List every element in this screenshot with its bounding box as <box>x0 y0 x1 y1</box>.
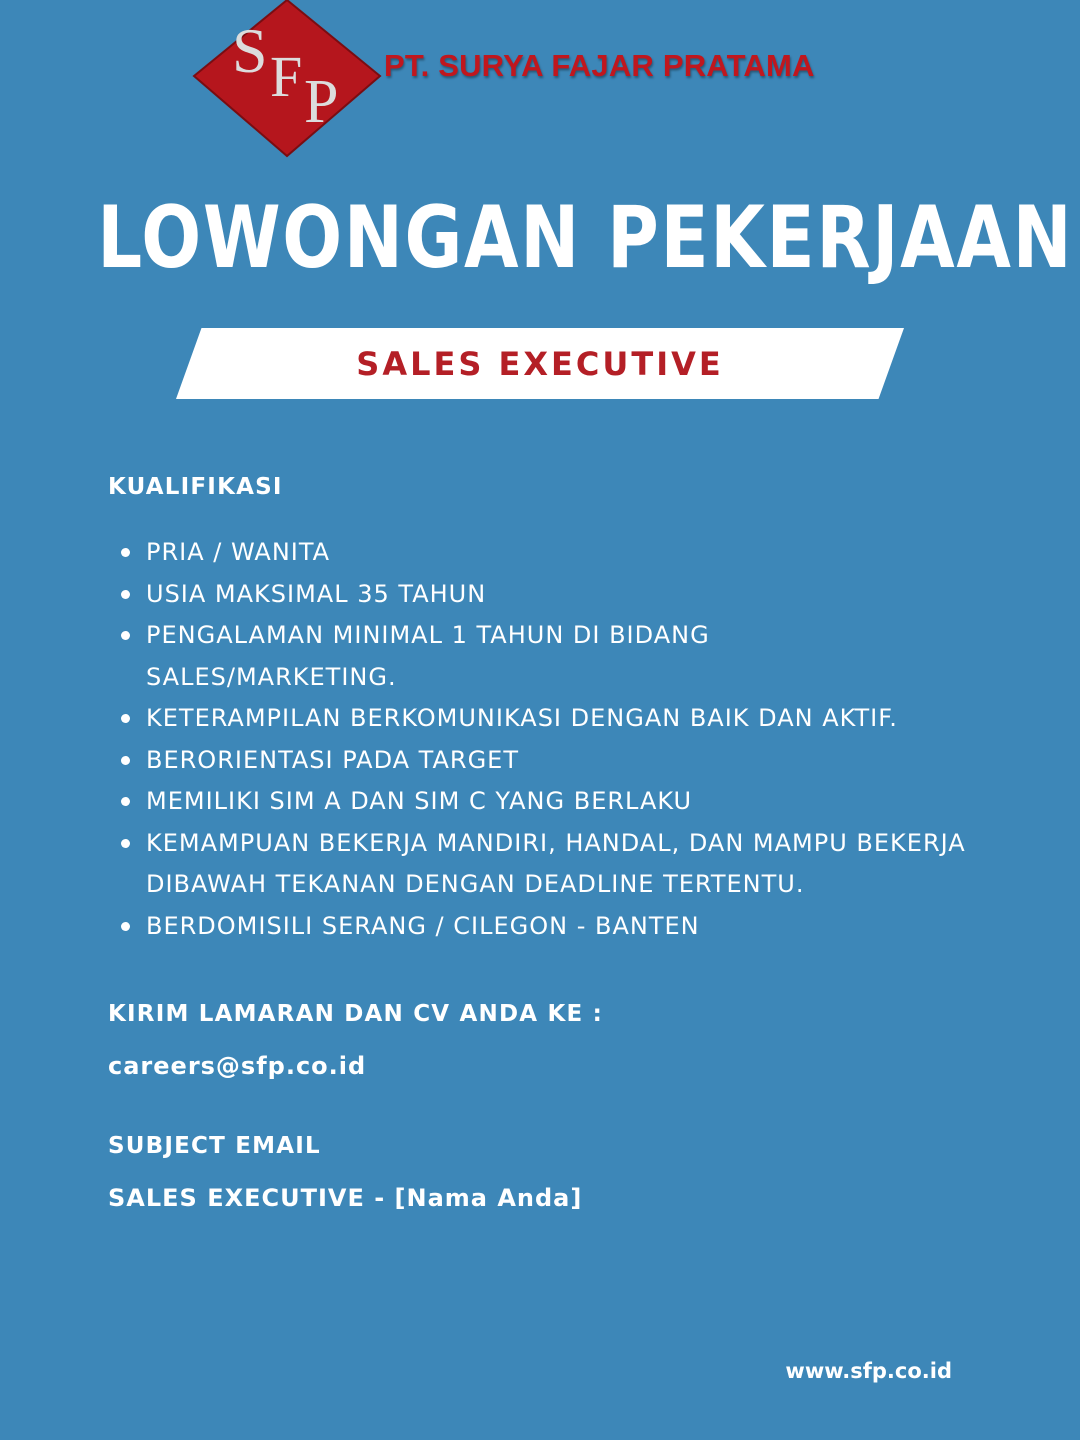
svg-text:S: S <box>232 15 268 86</box>
list-item: KEMAMPUAN BEKERJA MANDIRI, HANDAL, DAN MAMPU BEKERJA DIBAWAH TEKANAN DENGAN DEADLINE TERTENTU. <box>118 823 1026 906</box>
apply-email-link[interactable]: careers@sfp.co.id <box>108 1052 367 1080</box>
list-item: PENGALAMAN MINIMAL 1 TAHUN DI BIDANG SALES/MARKETING. <box>118 615 776 698</box>
list-item: PRIA / WANITA <box>118 532 1018 574</box>
list-item: BERDOMISILI SERANG / CILEGON - BANTEN <box>118 906 1018 948</box>
website-link[interactable]: www.sfp.co.id <box>785 1359 952 1383</box>
company-logo <box>192 0 382 158</box>
subject-heading: SUBJECT EMAIL <box>108 1133 321 1159</box>
list-item: BERORIENTASI PADA TARGET <box>118 740 1018 782</box>
apply-heading: KIRIM LAMARAN DAN CV ANDA KE : <box>108 1001 603 1027</box>
qualifications-list <box>118 532 1018 947</box>
company-name: PT. SURYA FAJAR PRATAMA <box>384 48 815 83</box>
page-title: LOWONGAN PEKERJAAN <box>97 188 1074 288</box>
position-title: SALES EXECUTIVE <box>356 345 724 383</box>
svg-text:F: F <box>270 44 303 109</box>
subject-value: SALES EXECUTIVE - [Nama Anda] <box>108 1184 583 1212</box>
list-item: KETERAMPILAN BERKOMUNIKASI DENGAN BAIK DAN AKTIF. <box>118 698 1018 740</box>
qualifications-heading: KUALIFIKASI <box>108 474 283 500</box>
list-item: USIA MAKSIMAL 35 TAHUN <box>118 574 1018 616</box>
svg-text:P: P <box>304 68 339 136</box>
list-item: MEMILIKI SIM A DAN SIM C YANG BERLAKU <box>118 781 1018 823</box>
